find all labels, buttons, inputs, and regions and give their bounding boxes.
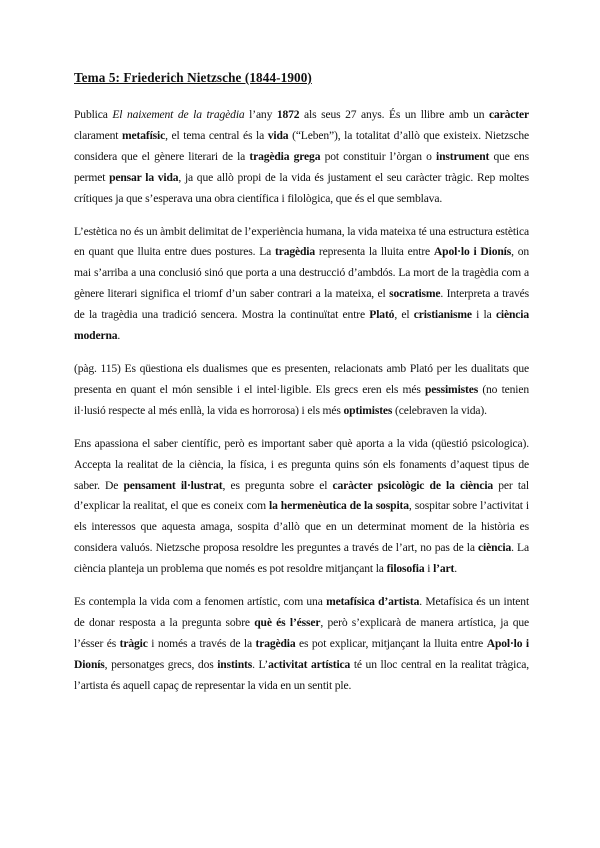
body-paragraph <box>74 592 529 697</box>
text-run: , es pregunta sobre el <box>222 478 333 492</box>
text-run: , sospitar sobre l’activitat i els interessos que aquesta amaga, sospita d’allò que en un determinat moment de la història es considera valuós. Nietzsche proposa resoldre les preguntes a través de l’art, no pas de la <box>74 499 529 555</box>
text-run: . Metafísica és un intent de donar resposta a la pregunta sobre <box>74 595 530 629</box>
body-paragraph <box>74 434 529 580</box>
bold-term: Apol·lo i Dionís <box>74 636 529 671</box>
bold-term: ciència moderna <box>74 308 530 343</box>
text-run: . L’ <box>252 657 269 671</box>
text-run: (no tenien il·lusió respecte al més enllà, la vida es horrorosa) i els més <box>74 382 529 417</box>
bold-term: tragèdia grega <box>249 149 321 163</box>
text-run: als seus 27 anys. És un llibre amb un <box>299 108 490 121</box>
body-paragraph <box>74 105 529 210</box>
text-run: , el tema central és la <box>165 128 268 142</box>
bold-term: Apol·lo i Dionís <box>433 245 512 259</box>
bold-term: activitat artística <box>268 657 351 671</box>
bold-term: Plató <box>369 308 395 322</box>
document-body <box>74 68 529 709</box>
body-paragraph <box>74 222 529 347</box>
bold-term: metafísica d’artista <box>326 595 420 609</box>
italic-title: El naixement de la tragèdia <box>112 108 245 121</box>
bold-term: tragèdia <box>275 245 316 259</box>
text-run: , ja que allò propi de la vida és justament el seu caràcter tràgic. Rep moltes crítiques ja que s’esperava una obra científica i filològica, que és el que semblava. <box>74 170 529 205</box>
bold-term: tràgic <box>119 636 148 650</box>
bold-term: ciència <box>478 541 512 555</box>
text-run: , el <box>394 308 414 322</box>
text-run: , personatges grecs, dos <box>104 657 218 671</box>
text-run: . La ciència planteja un problema que només es pot resoldre mitjançant la <box>74 541 529 576</box>
bold-term: metafísic <box>122 128 166 142</box>
text-run: i només a través de la <box>147 636 256 650</box>
text-run: i la <box>471 308 496 322</box>
text-run: per tal d’explicar la realitat, el que es coneix com <box>74 478 529 513</box>
page-title: Tema 5: Friederich Nietzsche (1844-1900) <box>74 70 312 85</box>
text-run: té un lloc central en la realitat tràgica, l’artista és aquell capaç de representar la vida en un sentit ple. <box>74 657 529 692</box>
bold-term: tragèdia <box>255 636 296 650</box>
bold-term: caràcter <box>489 108 529 121</box>
bold-term: pensament il·lustrat <box>123 478 223 492</box>
text-run: clarament <box>74 128 123 142</box>
bold-term: instrument <box>436 149 490 163</box>
bold-term: filosofia <box>386 562 425 576</box>
text-run: (pàg. 115) Es qüestiona els dualismes que es presenten, relacionats amb Plató per les dualitats que presenta en quant el món sensible i el intel·ligible. Els grecs eren els més <box>74 361 529 396</box>
bold-term: pessimistes <box>424 382 479 396</box>
bold-term: 1872 <box>276 108 300 121</box>
text-run: . <box>117 329 121 343</box>
bold-term: vida <box>267 128 289 142</box>
bold-term: instints <box>217 657 253 671</box>
text-run: Publica <box>74 108 113 121</box>
text-run: (“Leben”), la totalitat d’allò que existeix. Nietzsche considera que el gènere literari de la <box>74 128 530 163</box>
paragraphs <box>74 105 529 697</box>
text-run: . Interpreta a través de la tragèdia una tradició sencera. Mostra la continuïtat entre <box>74 287 529 322</box>
text-run: l’any <box>244 108 277 121</box>
text-run: L’estètica no és un àmbit delimitat de l’experiència humana, la vida mateixa té una estructura estètica en quant que lluita entre dues postures. La <box>74 224 529 259</box>
text-run: pot constituir l’òrgan o <box>320 149 436 163</box>
text-run: es pot explicar, mitjançant la lluita entre <box>295 636 487 650</box>
text-run: representa la lluita entre <box>315 245 434 259</box>
text-run: que ens permet <box>74 149 529 184</box>
text-run: i <box>424 562 434 576</box>
bold-term: caràcter psicològic de la ciència <box>332 478 494 492</box>
bold-term: cristianisme <box>413 308 472 322</box>
bold-term: la hermenèutica de la sospita <box>269 499 409 513</box>
body-paragraph <box>74 359 529 422</box>
text-run: . <box>454 562 457 576</box>
text-run: (celebraven la vida). <box>392 403 487 417</box>
text-run: Ens apassiona el saber científic, però es important saber què aporta a la vida (qüestió psicologica). Accepta la realitat de la ciència, la física, i es pregunta quins són els fonaments d’aquest tipus de saber. De <box>74 436 529 492</box>
text-run: , però s’explicarà de manera artística, ja que l’ésser és <box>74 615 530 650</box>
bold-term: pensar la vida <box>109 170 179 184</box>
text-run: Es contempla la vida com a fenomen artístic, com una <box>74 595 327 609</box>
bold-term: l’art <box>433 562 455 576</box>
bold-term: què és l’ésser <box>254 615 321 629</box>
bold-term: socratisme <box>389 287 441 301</box>
text-run: , on mai s’arriba a una conclusió sinó que porta a una destrucció d’ambdós. La mort de la tragèdia com a gènere literari significa el triomf d’un saber contrari a la mateixa, el <box>74 245 529 301</box>
bold-term: optimistes <box>343 403 393 417</box>
